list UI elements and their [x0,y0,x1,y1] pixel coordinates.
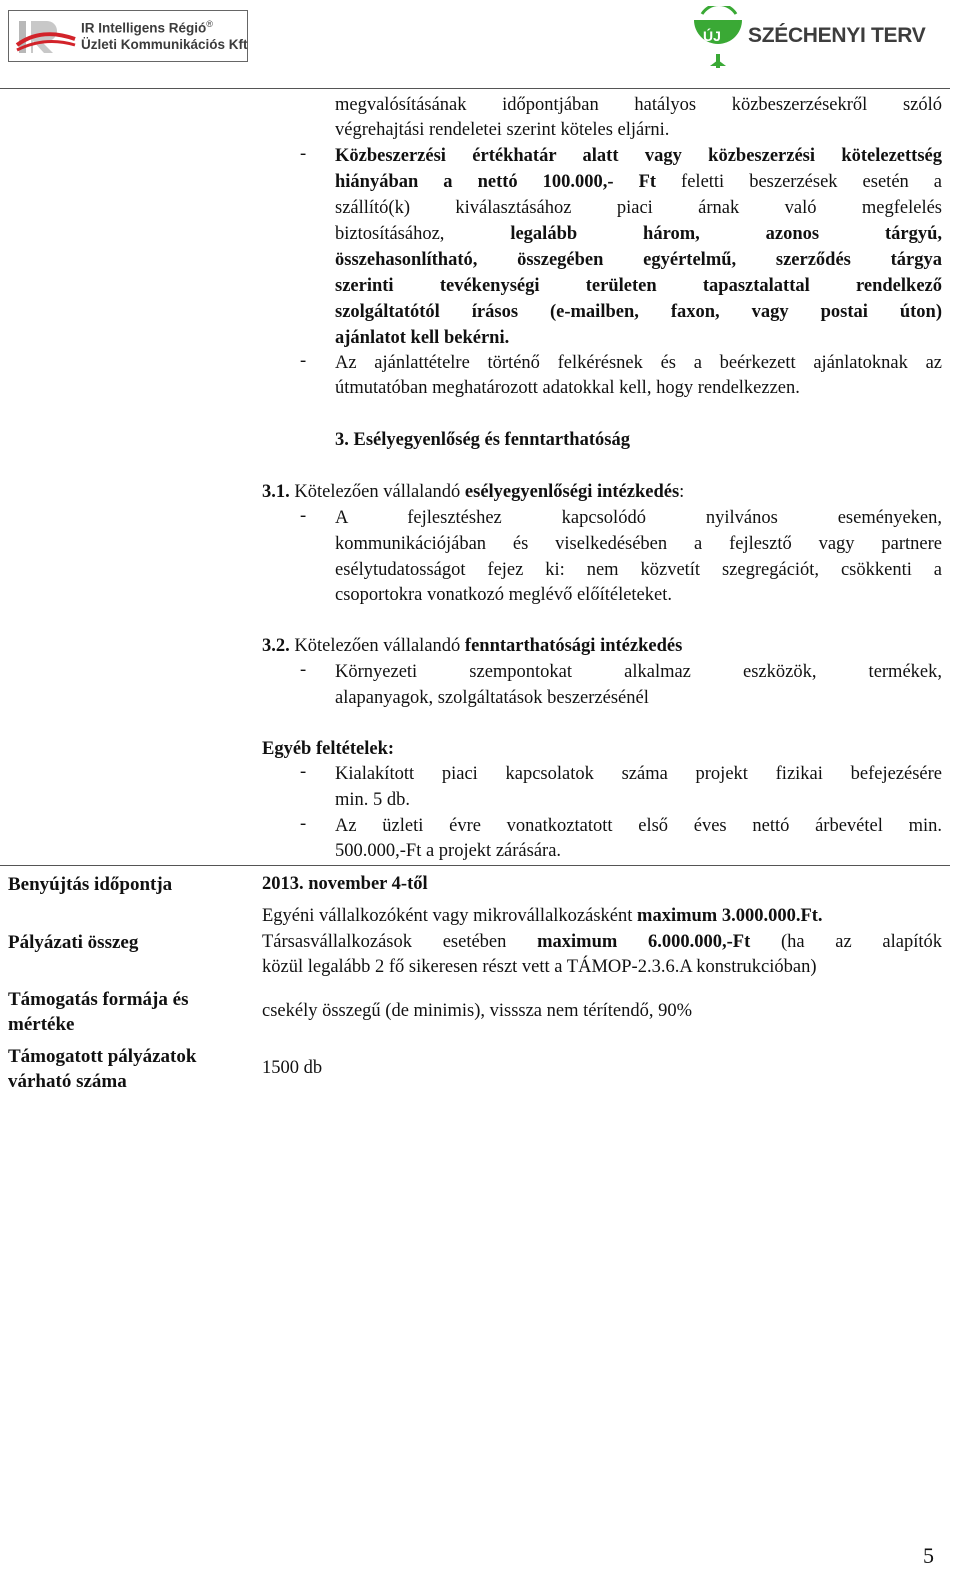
bullet-dash: - [300,144,307,164]
page-number: 5 [923,1543,934,1568]
text-line: esélytudatosságot fejez ki: nem közvetít szegregációt, csökkenti a [335,560,942,580]
top-rule [0,88,950,89]
text-line: min. 5 db. [335,790,411,810]
text-line: A fejlesztéshez kapcsolódó nyilvános eseményeken, [335,508,942,528]
logo-uj: ÚJ [703,28,721,44]
text-line: 500.000,-Ft a projekt zárására. [335,841,562,861]
expected-count-value: 1500 db [262,1058,323,1078]
amount-label: Pályázati összeg [8,932,139,953]
text-line: Az ajánlattételre történő felkérésnek és a beérkezett ajánlatoknak az [335,353,942,373]
szechenyi-terv-logo [690,6,930,76]
text-line: Közbeszerzési értékhatár alatt vagy közbeszerzési kötelezettség [335,146,942,166]
text-line: végrehajtási rendeletei szerint köteles eljárni. [335,120,670,140]
ir-logo-icon [13,15,77,59]
submission-date-value: 2013. november 4-től [262,874,428,894]
text-line: szerinti tevékenységi területen tapasztalattal rendelkező [335,276,942,296]
text-line: Környezeti szempontokat alkalmaz eszközök, termékek, [335,662,942,682]
support-form-value: csekély összegű (de minimis), visssza nem térítendő, 90% [262,1001,693,1021]
text-line: Kialakított piaci kapcsolatok száma projekt fizikai befejezésére [335,764,942,784]
subsection-heading: 3.2. Kötelezően vállalandó fenntarthatósági intézkedés [262,636,683,656]
text-line: Az üzleti évre vonatkoztatott első éves nettó árbevétel min. [335,816,942,836]
subsection-heading: 3.1. Kötelezően vállalandó esélyegyenlőségi intézkedés: [262,482,685,502]
section-title: 3. Esélyegyenlőség és fenntarthatóság [335,430,630,450]
logo-text: SZÉCHENYI TERV [748,24,926,47]
table-rule [0,865,950,866]
bullet-dash: - [300,814,307,834]
text-line: szolgáltatótól írásos (e-mailben, faxon, vagy postai úton) [335,302,942,322]
expected-count-label: Támogatott pályázatok várható száma [8,1046,197,1092]
ir-intelligens-logo [8,10,248,62]
other-conditions-title: Egyéb feltételek: [262,739,395,759]
amount-line-3: közül legalább 2 fő sikeresen részt vett a TÁMOP-2.3.6.A konstrukcióban) [262,957,817,977]
bullet-dash: - [300,506,307,526]
submission-date-label: Benyújtás időpontja [8,874,173,895]
amount-line-2: Társasvállalkozások esetében maximum 6.000.000,-Ft (ha az alapítók [262,932,942,952]
bullet-dash: - [300,762,307,782]
text-line: alapanyagok, szolgáltatások beszerzésénél [335,688,649,708]
text-line: ajánlatot kell bekérni. [335,328,510,348]
text-line: csoportokra vonatkozó meglévő előítéleteket. [335,585,672,605]
text-line: kommunikációjában és viselkedésében a fejlesztő vagy partnere [335,534,942,554]
bullet-dash: - [300,660,307,680]
logo-line-1: IR Intelligens Régió® [81,19,213,36]
text-line: útmutatóban meghatározott adatokkal kell, hogy rendelkezzen. [335,378,800,398]
text-line: szállító(k) kiválasztásához piaci árnak való megfelelés [335,198,942,218]
bullet-dash: - [300,351,307,371]
support-form-label: Támogatás formája és mértéke [8,989,189,1035]
text-line: összehasonlítható, összegében egyértelmű, szerződés tárgya [335,250,942,270]
text-line: hiányában a nettó 100.000,- Ft feletti beszerzések esetén a [335,172,942,192]
text-line: biztosításához, legalább három, azonos tárgyú, [335,224,942,244]
logo-line-2: Üzleti Kommunikációs Kft [81,37,248,52]
amount-line-1: Egyéni vállalkozóként vagy mikrovállalkozásként maximum 3.000.000.Ft. [262,906,823,926]
text-line: megvalósításának időpontjában hatályos közbeszerzésekről szóló [335,95,942,115]
